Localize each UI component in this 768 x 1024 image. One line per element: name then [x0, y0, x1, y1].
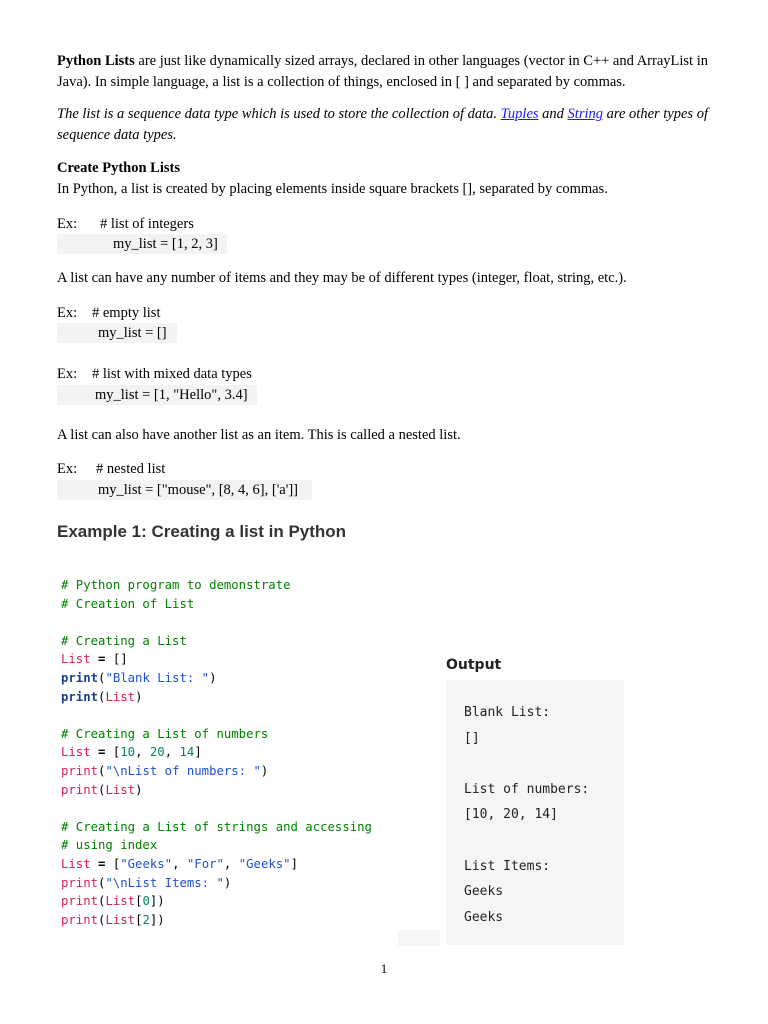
example-label: Ex:	[57, 461, 78, 477]
output-line: Geeks	[464, 909, 504, 925]
nested-paragraph: A list can also have another list as an item. This is called a nested list.	[57, 427, 461, 443]
example-code: my_list = ["mouse", [8, 4, 6], ['a']]	[57, 480, 312, 500]
output-line: []	[464, 730, 480, 746]
intro-paragraph	[57, 51, 722, 93]
example-code: my_list = []	[57, 323, 177, 343]
output-line: Blank List:	[464, 705, 551, 720]
output-line	[464, 751, 589, 777]
string-link[interactable]: String	[567, 106, 603, 122]
code-image: # Python program to demonstrate # Creation of List # Creating a List List = [] print("Blank List: ") print(List) # Creating a List of numbers List = [10, 20, 14] print("\nList of numbers: ") print(List) # Creating a List of strings and accessing # using index List = ["Geeks", "For", "Geeks"] print("\nList Items: ") print(List[0]) print(List[2])	[61, 578, 372, 927]
page-number: 1	[380, 961, 388, 976]
output-line: List of numbers:	[464, 781, 590, 797]
example-label: Ex:	[57, 366, 78, 382]
example1-heading: Example 1: Creating a list in Python	[57, 522, 347, 541]
output-line: [10, 20, 14]	[464, 807, 558, 823]
tuples-link[interactable]: Tuples	[500, 106, 539, 122]
example-label: Ex:	[57, 216, 78, 232]
note-text-middle: and	[538, 106, 568, 122]
example-label: Ex:	[57, 305, 78, 321]
output-text	[464, 700, 589, 930]
image-fragment	[398, 930, 440, 946]
output-title: Output	[446, 657, 502, 673]
create-heading: Create Python Lists	[57, 160, 180, 176]
types-paragraph: A list can have any number of items and they may be of different types (integer, float, string, etc.).	[57, 270, 627, 286]
example-code: my_list = [1, "Hello", 3.4]	[57, 385, 257, 405]
output-line: List Items:	[464, 858, 551, 874]
intro-text: are just like dynamically sized arrays, declared in other languages (vector in C++ and ArrayList in Java). In simple language, a list is a collection of things, enclosed in [ ] and separated by commas.	[57, 53, 708, 90]
sequence-note	[57, 104, 722, 146]
intro-lead: Python Lists	[57, 53, 135, 69]
example-comment: # list with mixed data types	[92, 366, 252, 382]
example-code: my_list = [1, 2, 3]	[57, 234, 227, 254]
output-line	[464, 828, 589, 854]
example-comment: # empty list	[92, 305, 161, 321]
example-comment: # nested list	[96, 461, 166, 477]
create-text: In Python, a list is created by placing elements inside square brackets [], separated by commas.	[57, 181, 608, 197]
note-text-after: are other types of sequence data types.	[57, 106, 708, 143]
output-line: Geeks	[464, 884, 504, 900]
note-text-before: The list is a sequence data type which is used to store the collection of data.	[57, 106, 501, 122]
example-comment: # list of integers	[100, 216, 194, 232]
